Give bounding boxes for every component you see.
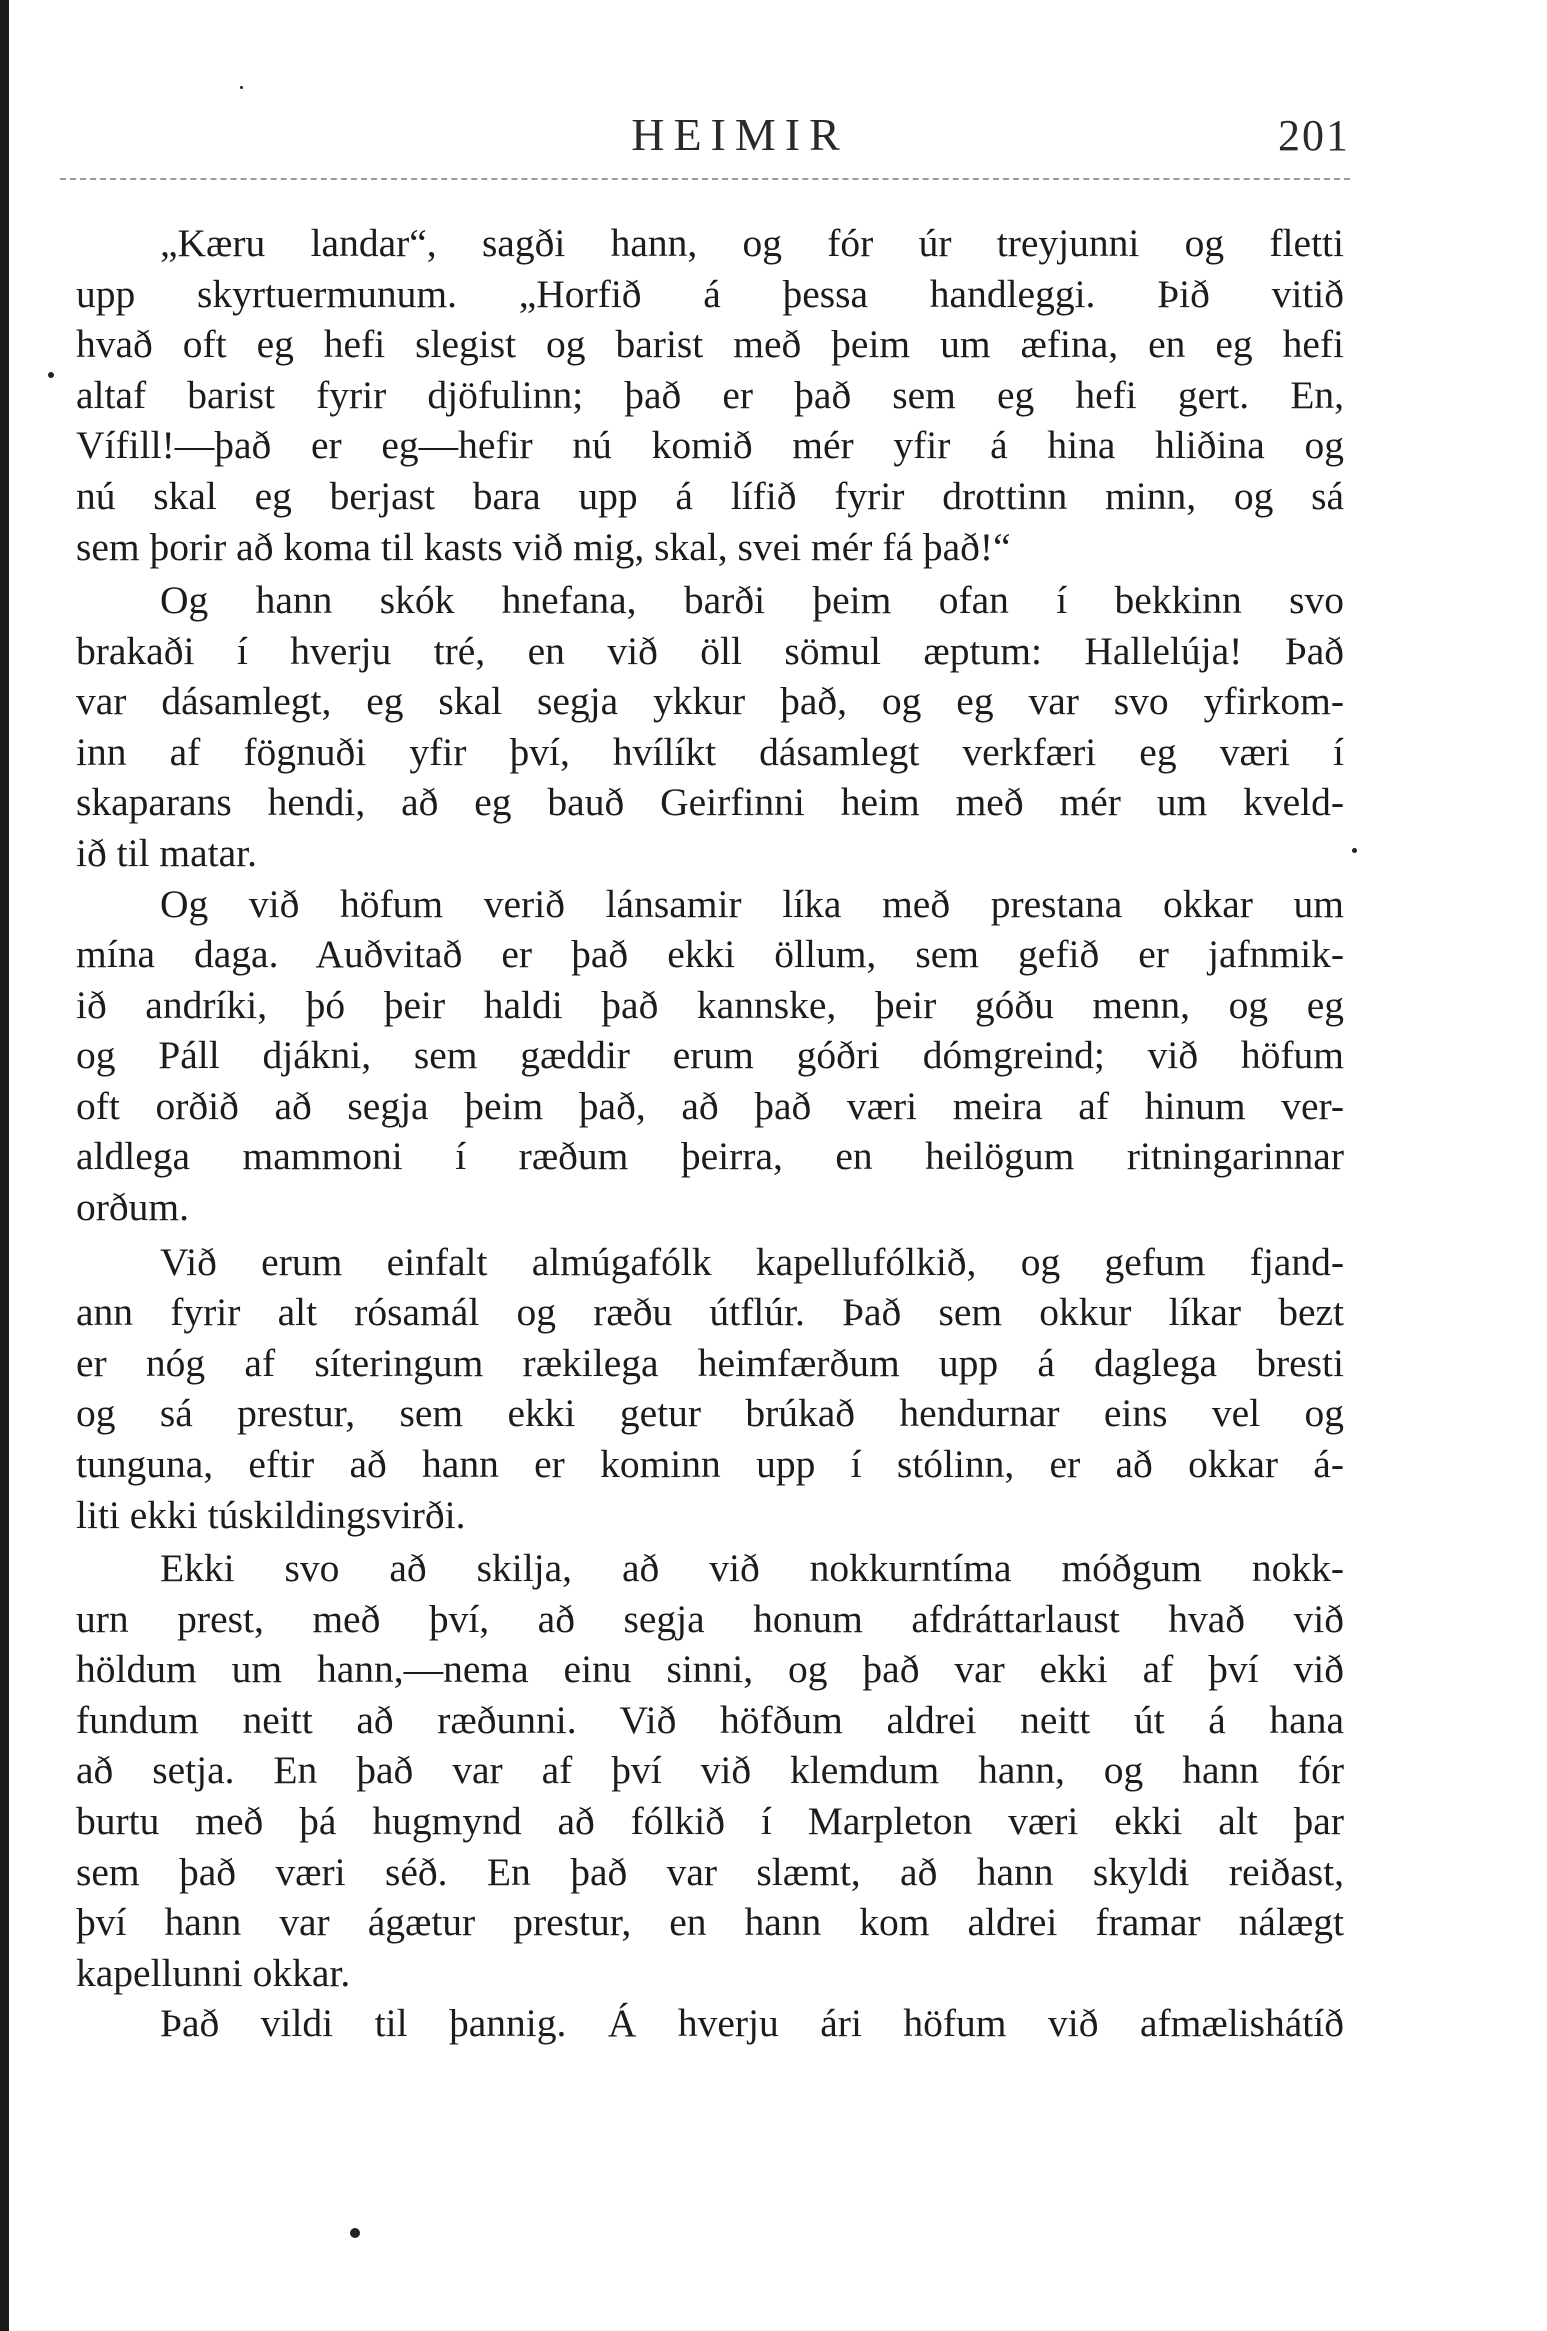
text-line: skaparans hendi, að eg bauð Geirfinni heim með mér um kveld-	[76, 780, 1344, 825]
text-line: kapellunni okkar.	[76, 1950, 351, 1995]
text-line: orðum.	[76, 1185, 190, 1230]
ink-speck	[240, 86, 243, 89]
ink-speck	[350, 2228, 360, 2238]
text-line: ann fyrir alt rósamál og ræðu útflúr. Það sem okkur líkar bezt	[76, 1290, 1344, 1335]
text-line: mína daga. Auðvitað er það ekki öllum, sem gefið er jafnmik-	[76, 932, 1344, 977]
text-line: altaf barist fyrir djöfulinn; það er það sem eg hefi gert. En,	[76, 372, 1344, 417]
text-line: upp skyrtuermunum. „Horfið á þessa handleggi. Þið vitið	[76, 271, 1344, 316]
text-line: aldlega mammoni í ræðum þeirra, en heilögum ritningarinnar	[76, 1134, 1344, 1179]
ink-speck	[1352, 848, 1357, 853]
text-line: „Kæru landar“, sagði hann, og fór úr treyjunni og fletti	[160, 221, 1344, 265]
header-rule	[60, 178, 1350, 180]
text-line: urn prest, með því, að segja honum afdráttarlaust hvað við	[76, 1596, 1344, 1641]
text-line: höldum um hann,—nema einu sinni, og það var ekki af því við	[76, 1647, 1344, 1692]
text-line: Vífill!—það er eg—hefir nú komið mér yfir á hina hliðina og	[76, 423, 1344, 468]
text-line: inn af fögnuði yfir því, hvílíkt dásamlegt verkfæri eg væri í	[76, 729, 1344, 774]
text-line: fundum neitt að ræðunni. Við höfðum aldrei neitt út á hana	[76, 1697, 1344, 1742]
text-line: tunguna, eftir að hann er kominn upp í stólinn, er að okkar á-	[76, 1442, 1344, 1487]
running-title: HEIMIR	[631, 109, 849, 160]
text-line: brakaði í hverju tré, en við öll sömul æptum: Hallelúja! Það	[76, 628, 1344, 673]
text-line: sem það væri séð. En það var slæmt, að hann skyldi reiðast,	[76, 1849, 1344, 1894]
text-line: er nóg af síteringum rækilega heimfærðum upp á daglega bresti	[76, 1340, 1344, 1385]
text-line: ið til matar.	[76, 830, 258, 875]
text-line: sem þorir að koma til kasts við mig, skal, svei mér fá það!“	[76, 524, 1011, 569]
text-line: Og hann skók hnefana, barði þeim ofan í bekkinn svo	[160, 577, 1344, 622]
text-line: og sá prestur, sem ekki getur brúkað hendurnar eins vel og	[76, 1391, 1344, 1436]
text-line: nú skal eg berjast bara upp á lífið fyrir drottinn minn, og sá	[76, 473, 1344, 518]
text-line: burtu með þá hugmynd að fólkið í Marpleton væri ekki alt þar	[76, 1799, 1344, 1843]
ink-speck	[48, 372, 54, 378]
text-line: því hann var ágætur prestur, en hann kom aldrei framar nálægt	[76, 1900, 1344, 1945]
text-line: hvað oft eg hefi slegist og barist með þeim um æfina, en eg hefi	[76, 322, 1344, 367]
scan-page-edge	[0, 0, 9, 2331]
text-line: Ekki svo að skilja, að við nokkurntíma móðgum nokk-	[160, 1546, 1344, 1591]
text-line: oft orðið að segja þeim það, að það væri meira af hinum ver-	[76, 1083, 1344, 1128]
page-number: 201	[1278, 111, 1350, 160]
text-line: var dásamlegt, eg skal segja ykkur það, og eg var svo yfirkom-	[76, 679, 1344, 724]
text-line: og Páll djákni, sem gæddir erum góðri dómgreind; við höfum	[76, 1033, 1344, 1078]
text-line: Við erum einfalt almúgafólk kapellufólkið, og gefum fjand-	[160, 1239, 1344, 1284]
text-line: Og við höfum verið lánsamir líka með prestana okkar um	[160, 881, 1344, 926]
text-line: Það vildi til þannig. Á hverju ári höfum við afmælishátíð	[160, 2001, 1344, 2046]
text-line: að setja. En það var af því við klemdum hann, og hann fór	[76, 1748, 1344, 1793]
text-line: liti ekki túskildingsvirði.	[76, 1492, 466, 1537]
body-text	[76, 218, 1344, 2049]
text-line: ið andríki, þó þeir haldi það kannske, þeir góðu menn, og eg	[76, 982, 1344, 1027]
